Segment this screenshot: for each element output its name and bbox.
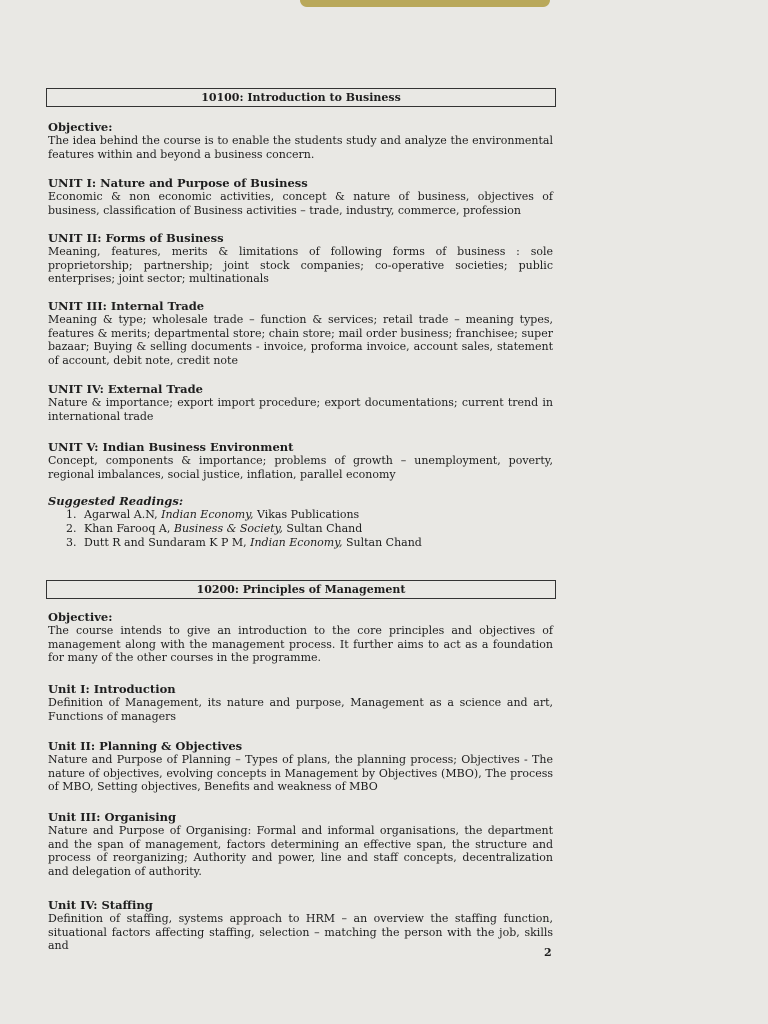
unit-title: UNIT V: Indian Business Environment	[48, 440, 294, 454]
course1-unit-5	[48, 440, 553, 481]
unit-title: Unit II: Planning & Objectives	[48, 739, 243, 753]
unit-title: UNIT I: Nature and Purpose of Business	[48, 176, 308, 190]
objective-heading: Objective:	[48, 610, 113, 624]
unit-title: UNIT IV: External Trade	[48, 382, 203, 396]
unit-text: Concept, components & importance; problems of growth – unemployment, poverty, regional imbalances, social justice, inflation, parallel economy	[48, 454, 553, 481]
page-number: 2	[544, 946, 552, 959]
unit-text: Meaning, features, merits & limitations of following forms of business : sole proprietorship; partnership; joint stock companies; co-operative societies; public enterprises; joint sector; multinationals	[48, 245, 553, 286]
unit-title: Unit IV: Staffing	[48, 898, 153, 912]
course1-unit-1	[48, 176, 553, 217]
unit-title: UNIT II: Forms of Business	[48, 231, 224, 245]
reading-item: 3. Dutt R and Sundaram K P M, Indian Economy, Sultan Chand	[80, 536, 553, 550]
unit-text: Economic & non economic activities, concept & nature of business, objectives of business, classification of Business activities – trade, industry, commerce, profession	[48, 190, 553, 217]
course-header-10200: 10200: Principles of Management	[46, 580, 556, 599]
unit-title: Unit I: Introduction	[48, 682, 176, 696]
course1-objective	[48, 120, 553, 161]
readings-heading: Suggested Readings:	[48, 494, 184, 508]
unit-title: Unit III: Organising	[48, 810, 177, 824]
unit-text: Meaning & type; wholesale trade – function & services; retail trade – meaning types, features & merits; departmental store; chain store; mail order business; franchisee; super bazaar; Buying & selling documents - invoice, proforma invoice, account sales, statement of account, debit note, credit note	[48, 313, 553, 367]
unit-title: UNIT III: Internal Trade	[48, 299, 205, 313]
unit-text: Nature & importance; export import procedure; export documentations; current trend in international trade	[48, 396, 553, 423]
objective-text: The idea behind the course is to enable the students study and analyze the environmental features within and beyond a business concern.	[48, 134, 553, 161]
suggested-readings	[48, 494, 553, 550]
reading-item: 1. Agarwal A.N, Indian Economy, Vikas Publications	[80, 508, 553, 522]
unit-text: Definition of Management, its nature and purpose, Management as a science and art, Functions of managers	[48, 696, 553, 723]
course1-unit-3	[48, 299, 553, 367]
course2-unit-1	[48, 682, 553, 723]
course2-objective	[48, 610, 553, 665]
readings-list	[48, 508, 553, 550]
objective-heading: Objective:	[48, 120, 113, 134]
unit-text: Nature and Purpose of Organising: Formal and informal organisations, the department and the span of management, factors determining an effective span, the structure and process of reorganizing; Authority and power, line and staff concepts, decentralization and delegation of authority.	[48, 824, 553, 878]
course1-unit-4	[48, 382, 553, 423]
course2-unit-3	[48, 810, 553, 878]
unit-text: Nature and Purpose of Planning – Types of plans, the planning process; Objectives - The nature of objectives, evolving concepts in Management by Objectives (MBO), The process of MBO, Setting objectives, Benefits and weakness of MBO	[48, 753, 553, 794]
unit-text: Definition of staffing, systems approach to HRM – an overview the staffing function, situational factors affecting staffing, selection – matching the person with the job, skills and	[48, 912, 553, 953]
objective-text: The course intends to give an introduction to the core principles and objectives of management along with the management process. It further aims to act as a foundation for many of the other courses in the programme.	[48, 624, 553, 665]
reading-item: 2. Khan Farooq A, Business & Society, Sultan Chand	[80, 522, 553, 536]
course2-unit-2	[48, 739, 553, 794]
course2-unit-4	[48, 898, 553, 953]
course1-unit-2	[48, 231, 553, 286]
course-header-10100: 10100: Introduction to Business	[46, 88, 556, 107]
